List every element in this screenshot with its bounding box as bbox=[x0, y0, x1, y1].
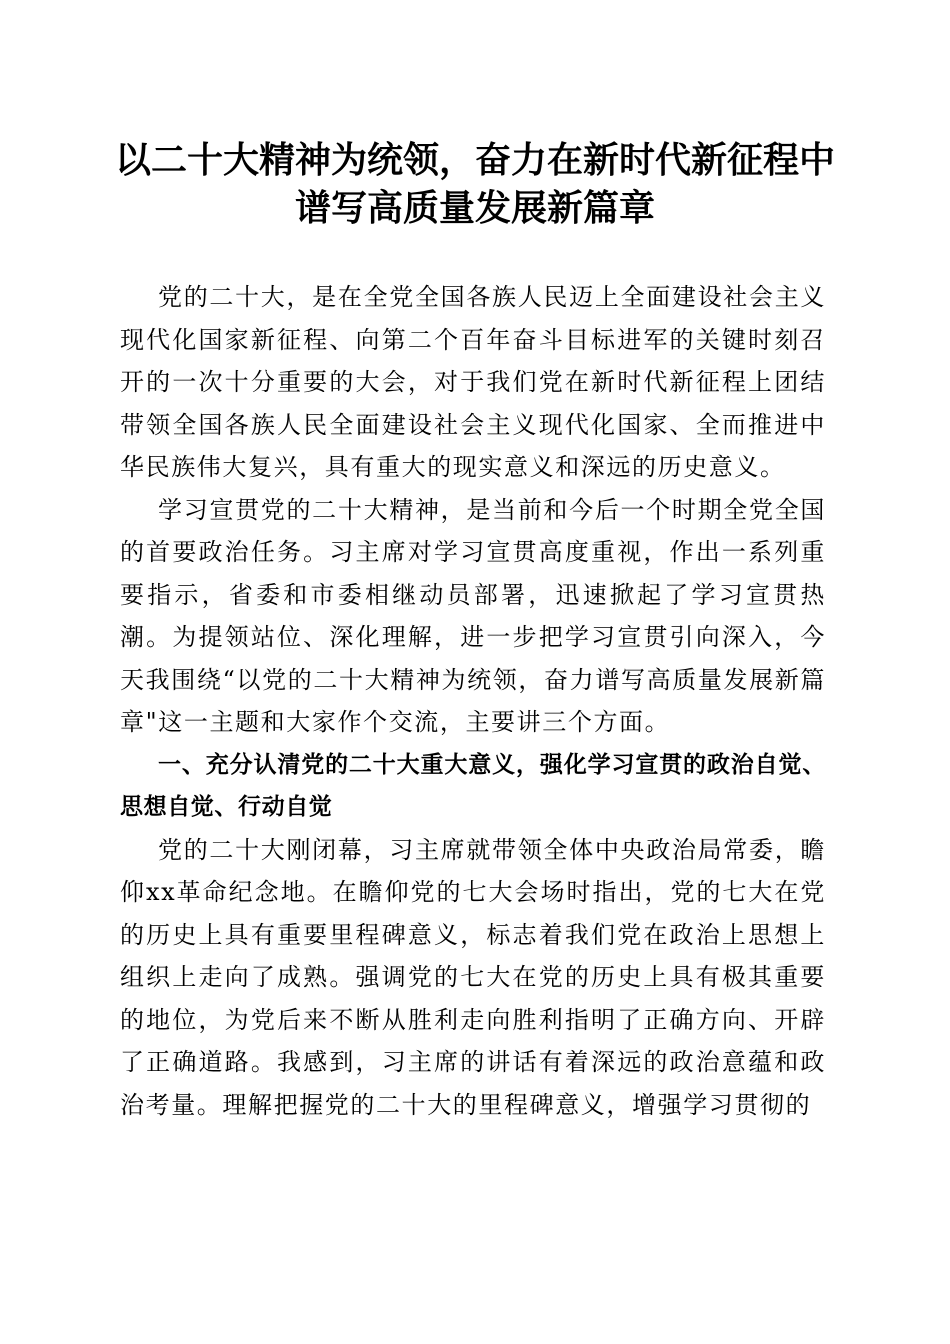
title-line-2: 谱写高质量发展新篇章 bbox=[294, 187, 655, 229]
document-title bbox=[100, 136, 850, 232]
title-line-1: 以二十大精神为统领，奋力在新时代新征程中 bbox=[114, 139, 835, 181]
paragraph-1: 党的二十大，是在全党全国各族人民迈上全面建设社会主义现代化国家新征程、向第二个百年奋斗目标进军的关键时刻召开的一次十分重要的大会，对于我们党在新时代新征程上团结带领全国各族人民全面建设社会主义现代化国家、全而推进中华民族伟大复兴，具有重大的现实意义和深远的历史意义。 bbox=[120, 283, 826, 481]
section-heading-1: 一、充分认清党的二十大重大意义，强化学习宣贯的政治自觉、思想自觉、行动自觉 bbox=[120, 751, 826, 820]
paragraph-3: 党的二十大刚闭幕，习主席就带领全体中央政治局常委，瞻仰xx革命纪念地。在瞻仰党的七大会场时指出，党的七大在党的历史上具有重要里程碑意义，标志着我们党在政治上思想上组织上走向了成熟。强调党的七大在党的历史上具有极其重要的地位，为党后来不断从胜利走向胜利指明了正确方向、开辟了正确道路。我感到，习主席的讲话有着深远的政治意蕴和政治考量。理解把握党的二十大的里程碑意义，增强学习贯彻的 bbox=[120, 835, 826, 1119]
paragraph-2: 学习宣贯党的二十大精神，是当前和今后一个时期全党全国的首要政治任务。习主席对学习宣贯高度重视，作出一系列重要指示，省委和市委相继动员部署，迅速掀起了学习宣贯热潮。为提领站位、深化理解，进一步把学习宣贯引向深入，今天我围绕“以党的二十大精神为统领，奋力谱写高质量发展新篇章"这一主题和大家作个交流，主要讲三个方面。 bbox=[120, 495, 826, 736]
document-body bbox=[120, 276, 826, 1126]
